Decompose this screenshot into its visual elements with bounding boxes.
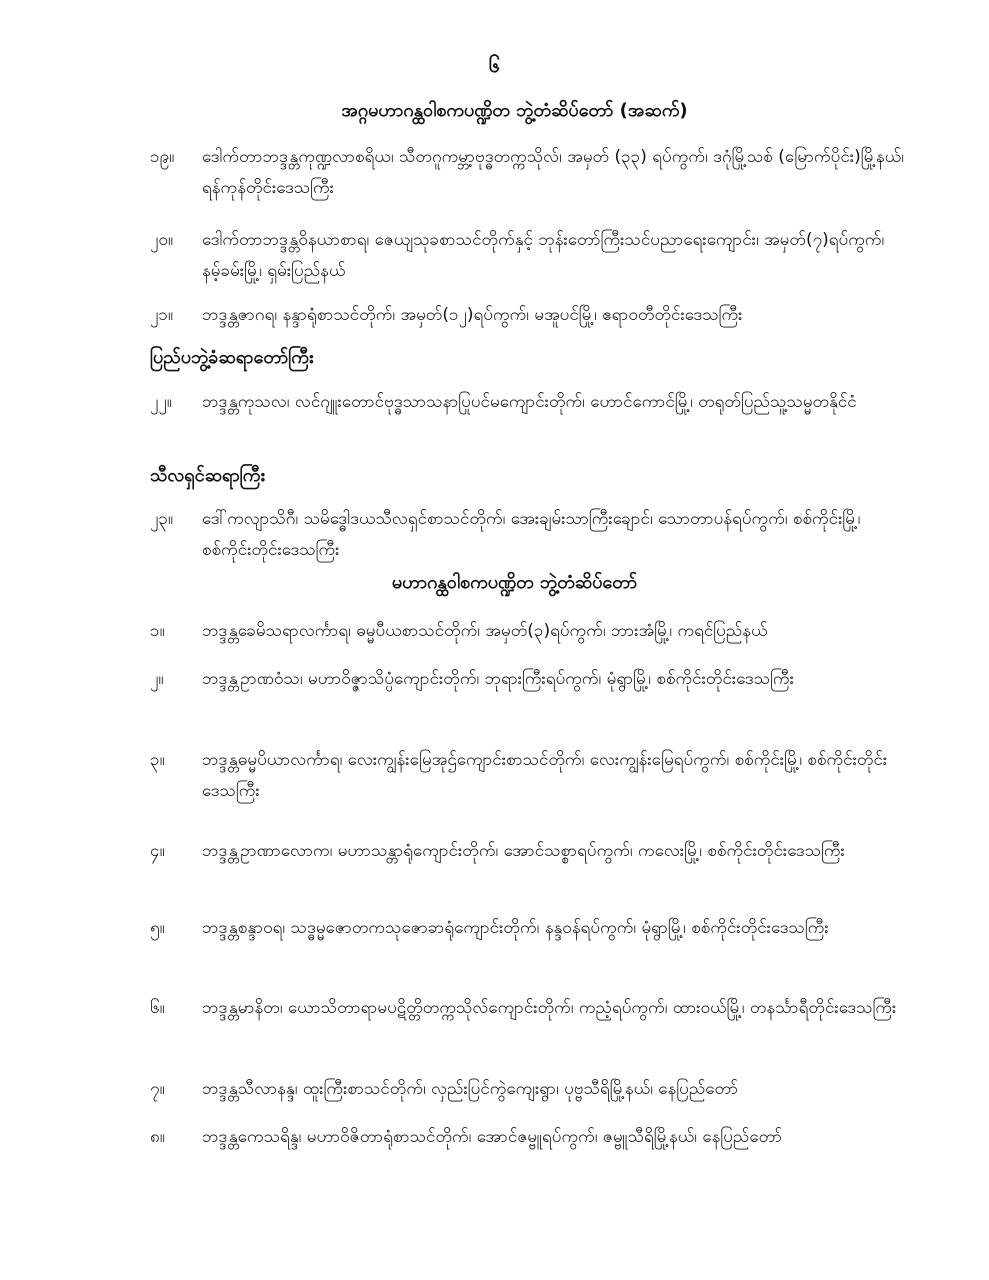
list-item-number: ၁၉။ [150, 147, 175, 167]
list-item-text: ဘဒ္ဒန္တခေမိသရာလင်္ကာရ၊ ဓမ္မပီယစာသင်တိုက်၊ အမှတ်(၃)ရပ်ကွက်၊ ဘားအံမြို့၊ ကရင်ပြည်နယ် [202, 621, 768, 641]
list-item-text: ဒေါ်ကလျာသိဂီ၊ သမိဒ္ဓေါဒယသီလရှင်စာသင်တိုက်၊ အေးချမ်းသာကြီးချောင်၊ သောတာပန်ရပ်ကွက်၊ စစ်ကိုင်းမြို့၊ စစ်ကိုင်းတိုင်းဒေသကြီး [202, 509, 861, 560]
list-item-text: ဘဒ္ဒန္တကုသလ၊ လင်ဂျူးတောင်ဗုဒ္ဓသာသနာပြုပင်မကျောင်းတိုက်၊ ဟောင်ကောင်မြို့၊ တရုတ်ပြည်သူ့သမ္မတနိုင်ငံ [202, 392, 857, 412]
list-item-number: ၂၀။ [150, 230, 174, 250]
list-item [150, 142, 910, 204]
list-item-text: ဘဒ္ဒန္တမာနိတ၊ ယောသိတာရာမပဋိတ္တိတက္ကသိုလ်ကျောင်းတိုက်၊ ကညံ့ရပ်ကွက်၊ ထားဝယ်မြို့၊ တနင်္သာရီတိုင်းဒေသကြီး [202, 998, 897, 1018]
list-item [150, 664, 910, 695]
list-item-number: ၃။ [150, 750, 165, 770]
page-number: ၆ [488, 53, 501, 77]
list-item [150, 387, 910, 418]
section-heading-aggamaha: အဂ္ဂမဟာဂန္ထဝါစကပဏ္ဍိတ ဘွဲ့တံဆိပ်တော် (အဆက်) [341, 100, 688, 121]
list-item [150, 745, 910, 807]
list-item-text: ဘဒ္ဒန္တဓမ္မပိယာလင်္ကာရ၊ လေးကျွန်းမြေအုဌ်ကျောင်းစာသင်တိုက်၊ လေးကျွန်းမြေရပ်ကွက်၊ စစ်ကိုင်းမြို့၊ စစ်ကိုင်းတိုင်းဒေသကြီး [202, 750, 888, 801]
list-item [150, 616, 910, 647]
list-item-number: ၂၃။ [150, 509, 174, 529]
list-item [150, 1074, 910, 1105]
list-item-number: ၇။ [150, 1079, 165, 1099]
list-item-number: ၅။ [150, 918, 165, 938]
list-item [150, 1122, 910, 1153]
list-item-text: ဘဒ္ဒန္တဥာဏာလောက၊ မဟာသန္တာရုံကျောင်းတိုက်၊ အောင်သစ္စာရပ်ကွက်၊ ကလေးမြို့၊ စစ်ကိုင်းတိုင်းဒေသကြီး [202, 841, 845, 861]
list-item-text: ဘဒ္ဒန္တစန္ဒာဝရ၊ သဒ္ဓမ္မဇောတကသုဇောခာရုံကျောင်းတိုက်၊ နန္ဒဝန်ရပ်ကွက်၊ မုံရွာမြို့၊ စစ်ကိုင်းတိုင်းဒေသကြီး [202, 918, 829, 938]
list-item-number: ၈။ [150, 1127, 165, 1147]
list-item-text: ဘဒ္ဒန္တကေသရိန္ဒ၊ မဟာဝိဇိတာရုံစာသင်တိုက်၊ အောင်ဇမ္ဗူရပ်ကွက်၊ ဇမ္ဗူသီရိမြို့နယ်၊ နေပြည်တော် [202, 1127, 783, 1147]
list-item-text: ဘဒ္ဒန္တဥာဏဝံသ၊ မဟာဝိဇ္ဇာသိပ္ပံကျောင်းတိုက်၊ ဘုရားကြီးရပ်ကွက်၊ မုံရွာမြို့၊ စစ်ကိုင်းတိုင်းဒေသကြီး [202, 669, 794, 689]
list-item [150, 913, 910, 944]
list-item-number: ၂၁။ [150, 305, 174, 325]
list-item-text: ဘဒ္ဒန္တဇာဂရ၊ နန္ဒာရုံစာသင်တိုက်၊ အမှတ်(၁၂)ရပ်ကွက်၊ မအူပင်မြို့၊ ဧရာဝတီတိုင်းဒေသကြီး [202, 305, 743, 325]
list-item-text: ဒေါက်တာဘဒ္ဒန္တကုဏ္ဍလာစရိယ၊ သီတဂူကမ္ဘာ့ဗုဒ္ဓတက္ကသိုလ်၊ အမှတ် (၃၃) ရပ်ကွက်၊ ဒဂုံမြို့သစ် (မြောက်ပိုင်း)မြို့နယ်၊ ရန်ကုန်တိုင်းဒေသကြီး [202, 147, 904, 198]
section-heading-foreign: ပြည်ပဘွဲ့ခံဆရာတော်ကြီး [150, 347, 314, 368]
list-item [150, 504, 910, 566]
section-heading-thilashin: သီလရှင်ဆရာကြီး [150, 465, 265, 486]
section-heading-maha: မဟာဂန္ထဝါစကပဏ္ဍိတ ဘွဲ့တံဆိပ်တော် [391, 572, 638, 593]
list-item-number: ၄။ [150, 841, 165, 861]
list-item-text: ဘဒ္ဒန္တသီလာနန္ဒ၊ ထူးကြီးစာသင်တိုက်၊ လှည်းပြင်ကွဲကျေးရွာ၊ ပုဗ္ဗသီရိမြို့နယ်၊ နေပြည်တော် [202, 1079, 739, 1099]
list-item-number: ၂၂။ [150, 392, 172, 412]
list-item-number: ၂။ [150, 669, 164, 689]
list-item-number: ၁။ [150, 621, 165, 641]
list-item [150, 225, 910, 287]
list-item [150, 836, 910, 867]
list-item [150, 993, 910, 1024]
list-item-number: ၆။ [150, 998, 165, 1018]
list-item [150, 300, 910, 331]
list-item-text: ဒေါက်တာဘဒ္ဒန္တဝိနယာစာရ၊ ဇေယျသုခစာသင်တိုက်နှင့် ဘုန်းတော်ကြီးသင်ပညာရေးကျောင်း၊ အမှတ်(၇)ရပ်ကွက်၊ နမ့်ခမ်းမြို့၊ ရှမ်းပြည်နယ် [202, 230, 885, 281]
